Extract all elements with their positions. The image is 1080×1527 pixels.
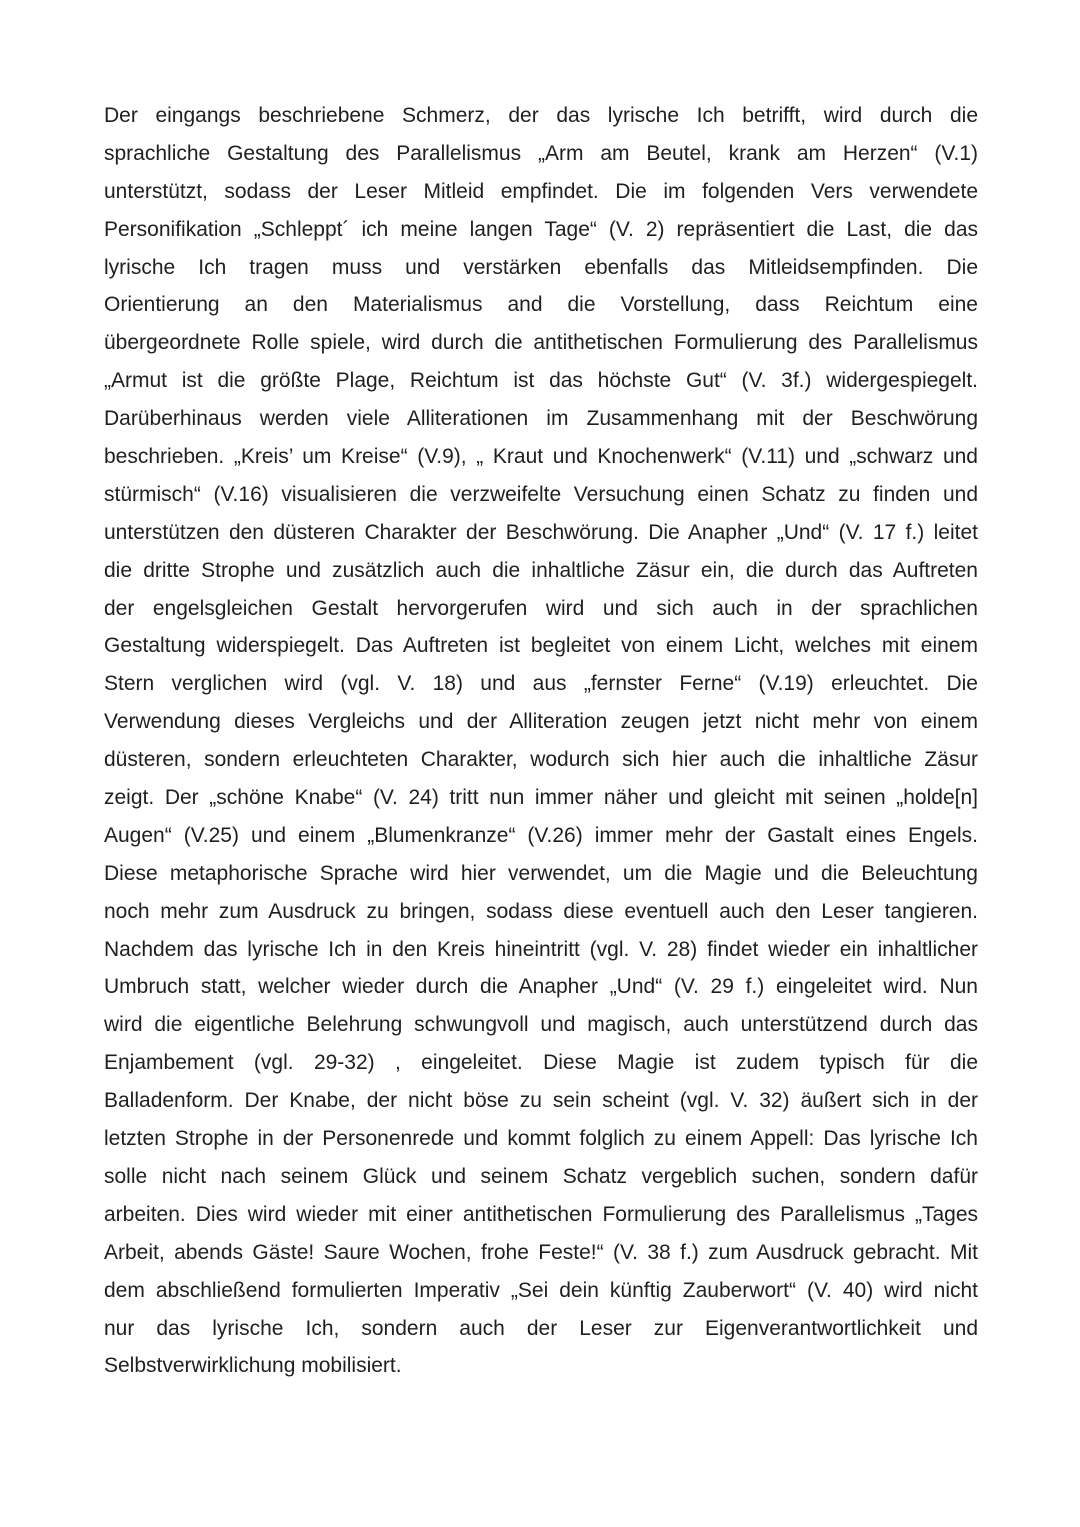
text-line-33: nur das lyrische Ich, sondern auch der Leser zur Eigenverantwortlichkeit und: [104, 1316, 978, 1340]
text-line-14: der engelsgleichen Gestalt hervorgerufen wird und sich auch in der sprachlichen: [104, 596, 978, 620]
text-line-7: übergeordnete Rolle spiele, wird durch die antithetischen Formulierung des Parallelismus: [104, 331, 978, 355]
text-line-20: Augen“ (V.25) und einem „Blumenkranze“ (V.26) immer mehr der Gastalt eines Engels.: [104, 823, 978, 847]
text-line-16: Stern verglichen wird (vgl. V. 18) und aus „fernster Ferne“ (V.19) erleuchtet. Die: [104, 672, 978, 696]
text-line-10: beschrieben. „Kreis’ um Kreise“ (V.9), „ Kraut und Knochenwerk“ (V.11) und „schwarz und: [104, 445, 978, 469]
text-line-3: unterstützt, sodass der Leser Mitleid empfindet. Die im folgenden Vers verwendete: [104, 179, 978, 203]
text-line-32: dem abschließend formulierten Imperativ „Sei dein künftig Zauberwort“ (V. 40) wird nicht: [104, 1278, 978, 1302]
text-line-23: Nachdem das lyrische Ich in den Kreis hineintritt (vgl. V. 28) findet wieder ein inhaltlicher: [104, 937, 978, 961]
text-line-17: Verwendung dieses Vergleichs und der Alliteration zeugen jetzt nicht mehr von einem: [104, 710, 978, 734]
text-line-29: solle nicht nach seinem Glück und seinem Schatz vergeblich suchen, sondern dafür: [104, 1164, 978, 1188]
text-line-11: stürmisch“ (V.16) visualisieren die verzweifelte Versuchung einen Schatz zu finden und: [104, 482, 978, 506]
text-line-24: Umbruch statt, welcher wieder durch die Anapher „Und“ (V. 29 f.) eingeleitet wird. Nun: [104, 975, 978, 999]
text-line-9: Darüberhinaus werden viele Alliterationen im Zusammenhang mit der Beschwörung: [104, 407, 978, 431]
text-line-27: Balladenform. Der Knabe, der nicht böse zu sein scheint (vgl. V. 32) äußert sich in der: [104, 1089, 978, 1113]
text-line-2: sprachliche Gestaltung des Parallelismus „Arm am Beutel, krank am Herzen“ (V.1): [104, 141, 978, 165]
text-line-22: noch mehr zum Ausdruck zu bringen, sodass diese eventuell auch den Leser tangieren.: [104, 899, 978, 923]
text-line-12: unterstützen den düsteren Charakter der Beschwörung. Die Anapher „Und“ (V. 17 f.) leitet: [104, 520, 978, 544]
text-line-1: Der eingangs beschriebene Schmerz, der das lyrische Ich betrifft, wird durch die: [104, 104, 978, 127]
text-line-34: Selbstverwirklichung mobilisiert.: [104, 1354, 402, 1378]
text-line-26: Enjambement (vgl. 29-32) , eingeleitet. Diese Magie ist zudem typisch für die: [104, 1051, 978, 1075]
essay-paragraph: [104, 97, 978, 1385]
text-line-19: zeigt. Der „schöne Knabe“ (V. 24) tritt nun immer näher und gleicht mit seinen „holde[n]: [104, 786, 978, 810]
text-line-18: düsteren, sondern erleuchteten Charakter, wodurch sich hier auch die inhaltliche Zäsur: [104, 748, 978, 772]
text-line-8: „Armut ist die größte Plage, Reichtum ist das höchste Gut“ (V. 3f.) widergespiegelt.: [104, 369, 978, 393]
text-line-13: die dritte Strophe und zusätzlich auch die inhaltliche Zäsur ein, die durch das Auftreten: [104, 558, 978, 582]
text-line-28: letzten Strophe in der Personenrede und kommt folglich zu einem Appell: Das lyrische Ich: [104, 1127, 978, 1151]
text-line-30: arbeiten. Dies wird wieder mit einer antithetischen Formulierung des Parallelismus „Tages: [104, 1202, 978, 1226]
text-line-21: Diese metaphorische Sprache wird hier verwendet, um die Magie und die Beleuchtung: [104, 861, 978, 885]
text-line-31: Arbeit, abends Gäste! Saure Wochen, frohe Feste!“ (V. 38 f.) zum Ausdruck gebracht. Mit: [104, 1240, 978, 1264]
text-line-15: Gestaltung widerspiegelt. Das Auftreten ist begleitet von einem Licht, welches mit einem: [104, 634, 978, 658]
text-line-6: Orientierung an den Materialismus and die Vorstellung, dass Reichtum eine: [104, 293, 978, 317]
text-line-4: Personifikation „Schleppt´ ich meine langen Tage“ (V. 2) repräsentiert die Last, die das: [104, 217, 978, 241]
text-line-25: wird die eigentliche Belehrung schwungvoll und magisch, auch unterstützend durch das: [104, 1013, 978, 1037]
text-line-5: lyrische Ich tragen muss und verstärken ebenfalls das Mitleidsempfinden. Die: [104, 255, 978, 279]
